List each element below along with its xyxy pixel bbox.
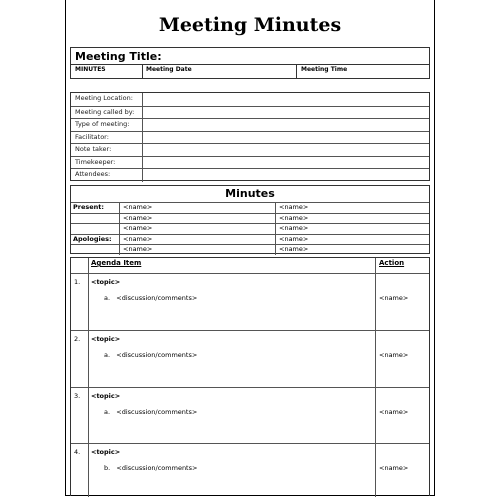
name-placeholder: <name> [123,213,153,222]
item-topic: <topic> [91,335,121,343]
column-divider [142,65,143,79]
item-number: 1. [74,278,81,286]
apologies-row [71,244,429,255]
item-number: 2. [74,335,81,343]
info-label: Meeting called by: [75,107,135,116]
info-row [71,118,429,129]
item-discussion [104,464,197,472]
name-placeholder: <name> [123,203,153,211]
agenda-row [71,273,429,330]
sub-item-letter: a. [104,351,111,359]
item-action: <name> [379,351,409,359]
sub-item-letter: a. [104,294,111,302]
meeting-info-table [70,92,430,181]
name-placeholder: <name> [123,224,153,232]
present-row [71,223,429,234]
agenda-table [70,257,430,496]
agenda-row [71,330,429,387]
meeting-title-box [70,47,430,79]
present-row [71,213,429,224]
discussion-text: <discussion/comments> [116,294,198,302]
info-row [71,106,429,117]
info-label: Note taker: [75,145,112,153]
info-row [71,131,429,142]
item-action: <name> [379,294,409,302]
present-row [71,202,429,213]
meeting-header-row [71,64,429,79]
meeting-time-label: Meeting Time [301,66,348,73]
item-number: 4. [74,448,81,456]
info-label: Timekeeper: [75,157,116,166]
agenda-row [71,443,429,497]
minutes-title: Minutes [225,187,275,200]
item-discussion [104,408,197,416]
info-label: Attendees: [75,170,111,178]
agenda-row [71,387,429,443]
info-label: Type of meeting: [75,120,130,128]
meeting-date-label: Meeting Date [146,66,192,73]
name-placeholder: <name> [279,203,309,211]
sub-item-letter: a. [104,408,111,416]
info-label: Meeting Location: [75,94,133,102]
discussion-text: <discussion/comments> [116,351,198,359]
item-number: 3. [74,392,81,400]
name-placeholder: <name> [279,245,309,253]
name-placeholder: <name> [123,245,153,253]
info-row [71,156,429,167]
document-title: Meeting Minutes [158,14,342,36]
sub-item-letter: b. [104,464,111,472]
minutes-column-label: MINUTES [75,66,106,73]
name-placeholder: <name> [279,224,309,232]
present-label: Present: [73,203,104,211]
item-discussion [104,351,197,359]
name-placeholder: <name> [123,234,153,243]
info-label: Facilitator: [75,132,109,141]
apologies-row [71,234,429,245]
info-row [71,168,429,179]
minutes-section [70,185,430,254]
item-topic: <topic> [91,448,121,456]
item-topic: <topic> [91,392,121,400]
column-divider [296,65,297,79]
info-row [71,143,429,154]
discussion-text: <discussion/comments> [116,408,198,416]
discussion-text: <discussion/comments> [116,464,198,472]
item-action: <name> [379,464,409,472]
item-discussion [104,294,197,302]
name-placeholder: <name> [279,213,309,222]
name-placeholder: <name> [279,234,309,243]
meeting-title-label: Meeting Title: [75,50,162,63]
action-header: Action [379,259,405,267]
info-row [71,93,429,104]
agenda-item-header: Agenda Item [91,259,142,267]
item-topic: <topic> [91,278,121,286]
apologies-label: Apologies: [73,234,112,243]
item-action: <name> [379,408,409,416]
